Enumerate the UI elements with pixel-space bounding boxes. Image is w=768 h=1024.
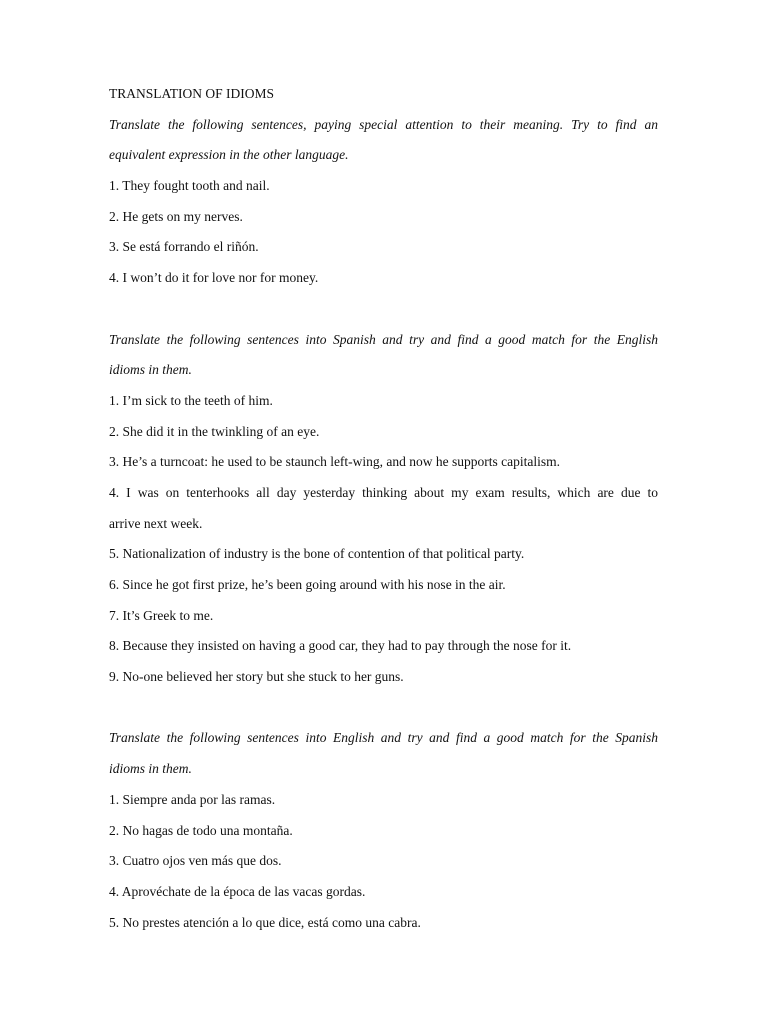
section-spacer — [109, 294, 658, 325]
section-2-item-6: 6. Since he got first prize, he’s been going around with his nose in the air. — [109, 577, 506, 592]
section-1 — [109, 110, 658, 294]
section-1-item-4: 4. I won’t do it for love nor for money. — [109, 270, 319, 286]
section-3-item-1: 1. Siempre anda por las ramas. — [109, 791, 276, 807]
section-3-item-4: 4. Aprovéchate de la época de las vacas gordas. — [109, 883, 366, 899]
section-3-instruction-line-1: Translate the following sentences into English and try and find a good match for the Spanish — [109, 730, 658, 746]
section-3-item-3: 3. Cuatro ojos ven más que dos. — [109, 853, 282, 869]
section-2-item-4-line-2: arrive next week. — [109, 515, 203, 531]
section-1-item-1: 1. They fought tooth and nail. — [109, 178, 270, 194]
section-2-item-3: 3. He’s a turncoat: he used to be staunch left-wing, and now he supports capitalism. — [109, 454, 561, 470]
section-2-instruction-line-1: Translate the following sentences into Spanish and try and find a good match for the English — [109, 331, 658, 347]
section-2-instruction-line-2: idioms in them. — [109, 362, 192, 378]
section-2-item-8: 8. Because they insisted on having a good car, they had to pay through the nose for it. — [109, 638, 572, 654]
section-1-item-2: 2. He gets on my nerves. — [109, 208, 243, 224]
page-title: TRANSLATION OF IDIOMS — [109, 86, 275, 101]
document-page — [109, 79, 658, 938]
section-2-item-2: 2. She did it in the twinkling of an eye. — [109, 423, 320, 439]
section-3 — [109, 723, 658, 938]
section-spacer — [109, 693, 658, 724]
section-2 — [109, 325, 658, 693]
section-3-instruction-line-2: idioms in them. — [109, 761, 192, 777]
section-3-item-5: 5. No prestes atención a lo que dice, está como una cabra. — [109, 914, 421, 930]
section-1-item-3: 3. Se está forrando el riñón. — [109, 239, 259, 255]
section-1-instruction-line-2: equivalent expression in the other language. — [109, 147, 349, 163]
section-2-item-4-line-1: 4. I was on tenterhooks all day yesterday thinking about my exam results, which are due to — [109, 484, 658, 500]
section-2-item-7: 7. It’s Greek to me. — [109, 607, 214, 623]
section-2-item-5: 5. Nationalization of industry is the bone of contention of that political party. — [109, 546, 525, 562]
section-2-item-9: 9. No-one believed her story but she stuck to her guns. — [109, 669, 404, 685]
section-3-item-2: 2. No hagas de todo una montaña. — [109, 822, 293, 838]
section-1-instruction-line-1: Translate the following sentences, paying special attention to their meaning. Try to find an — [109, 116, 658, 132]
section-2-item-1: 1. I’m sick to the teeth of him. — [109, 392, 273, 408]
